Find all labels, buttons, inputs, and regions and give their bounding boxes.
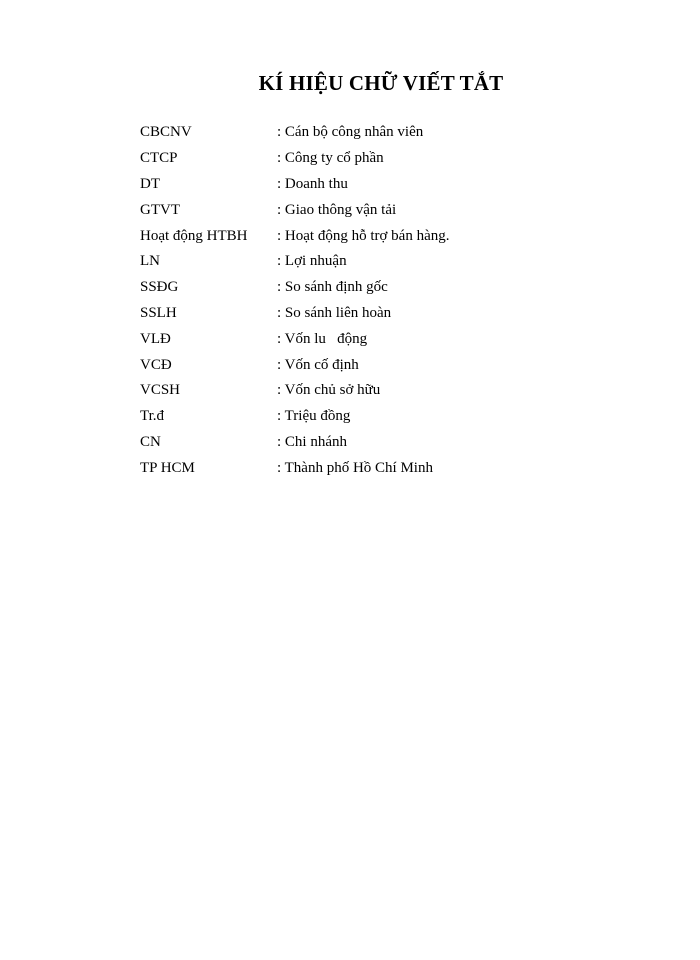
abbreviation-row bbox=[140, 146, 450, 172]
abbreviation-row bbox=[140, 172, 450, 198]
abbreviation-meaning: : Triệu đồng bbox=[277, 408, 351, 425]
abbreviation-term: DT bbox=[140, 175, 160, 192]
abbreviation-meaning: : Hoạt động hỗ trợ bán hàng. bbox=[277, 227, 450, 244]
abbreviation-term: VCSH bbox=[140, 382, 181, 399]
abbreviation-row bbox=[140, 120, 450, 146]
abbreviation-row bbox=[140, 197, 450, 223]
abbreviation-row bbox=[140, 430, 450, 456]
abbreviation-row bbox=[140, 352, 450, 378]
abbreviation-meaning: : So sánh định gốc bbox=[277, 279, 388, 296]
abbreviation-meaning: : Cán bộ công nhân viên bbox=[277, 124, 424, 141]
abbreviation-meaning: : Doanh thu bbox=[277, 175, 348, 192]
abbreviation-row bbox=[140, 326, 450, 352]
abbreviation-term: CN bbox=[140, 433, 161, 450]
abbreviation-meaning: : Vốn chủ sở hữu bbox=[277, 382, 381, 399]
abbreviation-meaning: : So sánh liên hoàn bbox=[277, 304, 392, 321]
abbreviation-list bbox=[140, 120, 450, 481]
abbreviation-meaning: : Thành phố Hồ Chí Minh bbox=[277, 459, 433, 476]
abbreviation-term: SSĐG bbox=[140, 279, 179, 296]
abbreviation-term: Tr.đ bbox=[140, 408, 165, 425]
abbreviation-term: VLĐ bbox=[140, 330, 171, 347]
abbreviation-row bbox=[140, 378, 450, 404]
abbreviation-row bbox=[140, 223, 450, 249]
abbreviation-term: Hoạt động HTBH bbox=[140, 227, 248, 244]
abbreviation-row bbox=[140, 455, 450, 481]
abbreviation-meaning: : Vốn cố định bbox=[277, 356, 359, 373]
abbreviation-meaning: : Vốn lu động bbox=[277, 330, 368, 347]
abbreviation-row bbox=[140, 404, 450, 430]
abbreviation-meaning: : Giao thông vận tải bbox=[277, 201, 397, 218]
abbreviation-term: LN bbox=[140, 253, 160, 270]
abbreviation-term: VCĐ bbox=[140, 356, 172, 373]
abbreviation-meaning: : Lợi nhuận bbox=[277, 253, 347, 270]
page-title: KÍ HIỆU CHỮ VIẾT TẮT bbox=[258, 71, 504, 95]
abbreviation-row bbox=[140, 249, 450, 275]
abbreviation-term: GTVT bbox=[140, 201, 180, 218]
abbreviation-term: CBCNV bbox=[140, 124, 192, 141]
abbreviation-meaning: : Chi nhánh bbox=[277, 433, 347, 450]
abbreviation-term: TP HCM bbox=[140, 459, 195, 476]
abbreviation-meaning: : Công ty cổ phần bbox=[277, 150, 384, 167]
abbreviation-row bbox=[140, 301, 450, 327]
abbreviation-term: SSLH bbox=[140, 304, 177, 321]
abbreviation-row bbox=[140, 275, 450, 301]
abbreviation-term: CTCP bbox=[140, 150, 178, 167]
